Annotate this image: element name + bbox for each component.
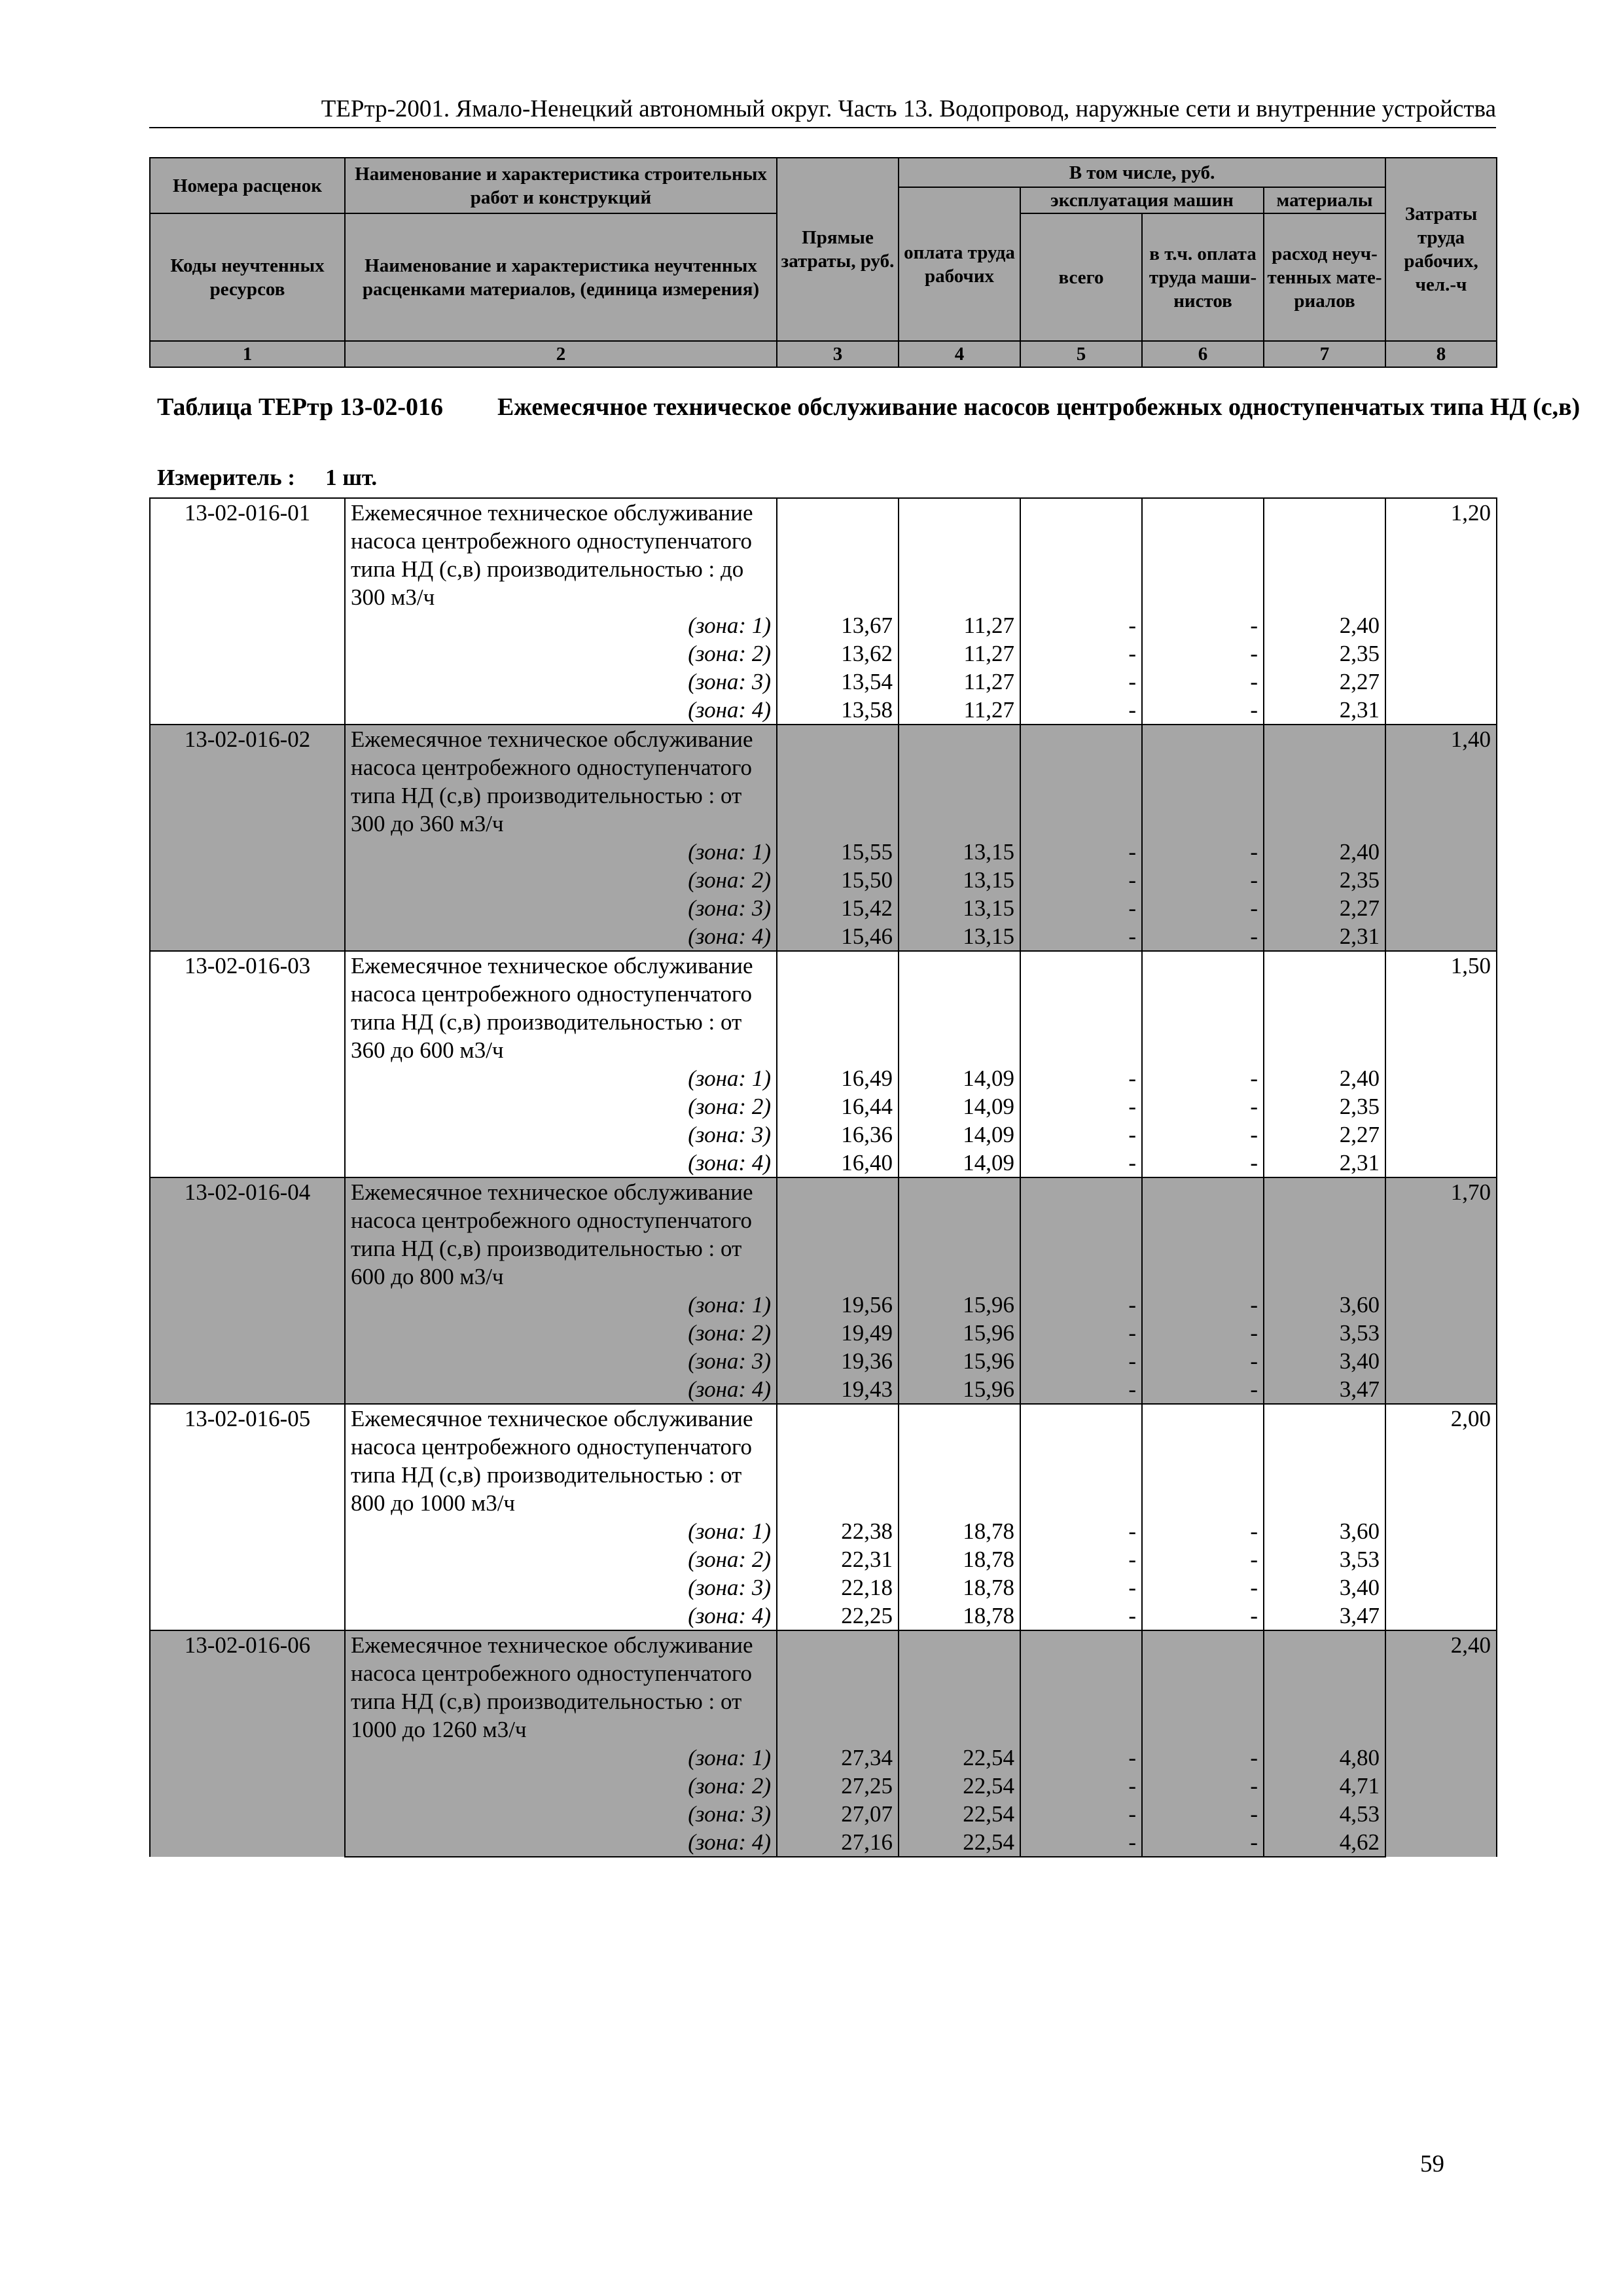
zone-label: (зона: 2) [345, 866, 777, 894]
zone-label: (зона: 2) [345, 1319, 777, 1347]
zone-row [150, 894, 1497, 922]
machines-total-value: - [1020, 1517, 1142, 1545]
direct-costs-value: 22,31 [777, 1545, 899, 1573]
labor-pay-value: 15,96 [899, 1347, 1020, 1375]
zone-row [150, 1602, 1497, 1630]
rate-group [150, 1177, 1497, 1404]
machinist-pay-value: - [1142, 696, 1264, 725]
zone-row [150, 1064, 1497, 1092]
materials-value: 3,47 [1264, 1375, 1385, 1404]
labor-pay-value: 18,78 [899, 1517, 1020, 1545]
empty-cell [1264, 951, 1385, 1064]
zone-row [150, 1772, 1497, 1800]
rate-code: 13-02-016-03 [150, 951, 345, 1177]
zone-row [150, 1573, 1497, 1602]
machinist-pay-value: - [1142, 1149, 1264, 1177]
machinist-pay-value: - [1142, 1744, 1264, 1772]
machinist-pay-value: - [1142, 1121, 1264, 1149]
machines-total-value: - [1020, 894, 1142, 922]
header-total: всего [1020, 213, 1142, 341]
direct-costs-value: 27,16 [777, 1828, 899, 1857]
measure-value: 1 шт. [325, 465, 378, 490]
table-label: Таблица ТЕРтр 13-02-016 [157, 393, 444, 421]
direct-costs-value: 27,07 [777, 1800, 899, 1828]
header-direct-costs: Прямые затраты, руб. [777, 158, 899, 341]
machinist-pay-value: - [1142, 639, 1264, 668]
machines-total-value: - [1020, 838, 1142, 866]
zone-label: (зона: 1) [345, 1517, 777, 1545]
materials-value: 2,27 [1264, 894, 1385, 922]
direct-costs-value: 19,49 [777, 1319, 899, 1347]
rate-description: Ежемесячное техническое обслуживание насоса центробежного одноступенчатого типа НД (с,в) производительностью : от 600 до 800 м3/ч [345, 1177, 777, 1291]
machines-total-value: - [1020, 866, 1142, 894]
zone-row [150, 1092, 1497, 1121]
direct-costs-value: 22,25 [777, 1602, 899, 1630]
labor-pay-value: 13,15 [899, 838, 1020, 866]
rate-group [150, 1404, 1497, 1630]
empty-cell [1142, 1630, 1264, 1744]
materials-value: 4,71 [1264, 1772, 1385, 1800]
machines-total-value: - [1020, 639, 1142, 668]
machinist-pay-value: - [1142, 611, 1264, 639]
direct-costs-value: 16,49 [777, 1064, 899, 1092]
empty-cell [1142, 498, 1264, 611]
empty-cell [777, 725, 899, 838]
machinist-pay-value: - [1142, 668, 1264, 696]
materials-value: 2,35 [1264, 639, 1385, 668]
empty-cell [899, 1177, 1020, 1291]
zone-row [150, 922, 1497, 951]
zone-label: (зона: 1) [345, 1291, 777, 1319]
materials-value: 2,40 [1264, 838, 1385, 866]
zone-row [150, 1319, 1497, 1347]
header-machinist-pay: в т.ч. оплата труда маши-нистов [1142, 213, 1264, 341]
materials-value: 2,35 [1264, 866, 1385, 894]
labor-pay-value: 18,78 [899, 1573, 1020, 1602]
column-number: 7 [1264, 341, 1385, 367]
empty-cell [1142, 1404, 1264, 1517]
zone-row [150, 1347, 1497, 1375]
empty-cell [1020, 1177, 1142, 1291]
empty-cell [1020, 951, 1142, 1064]
rate-code: 13-02-016-04 [150, 1177, 345, 1404]
labor-pay-value: 22,54 [899, 1772, 1020, 1800]
empty-cell [1020, 1630, 1142, 1744]
machines-total-value: - [1020, 611, 1142, 639]
empty-cell [1264, 725, 1385, 838]
zone-label: (зона: 2) [345, 1772, 777, 1800]
materials-value: 2,35 [1264, 1092, 1385, 1121]
materials-value: 2,31 [1264, 1149, 1385, 1177]
empty-cell [1020, 725, 1142, 838]
materials-value: 2,31 [1264, 696, 1385, 725]
zone-label: (зона: 4) [345, 1828, 777, 1857]
labor-pay-value: 22,54 [899, 1828, 1020, 1857]
zone-row [150, 611, 1497, 639]
machines-total-value: - [1020, 696, 1142, 725]
header-work-name: Наименование и характеристика строительных работ и конструкций [345, 158, 777, 213]
zone-label: (зона: 3) [345, 1800, 777, 1828]
machinist-pay-value: - [1142, 894, 1264, 922]
labor-cost: 1,20 [1385, 498, 1497, 725]
materials-value: 4,80 [1264, 1744, 1385, 1772]
rate-code: 13-02-016-01 [150, 498, 345, 725]
zone-label: (зона: 4) [345, 696, 777, 725]
zone-row [150, 1828, 1497, 1857]
labor-cost: 1,70 [1385, 1177, 1497, 1404]
zone-label: (зона: 3) [345, 1573, 777, 1602]
materials-value: 3,40 [1264, 1347, 1385, 1375]
zone-label: (зона: 3) [345, 1121, 777, 1149]
materials-value: 3,40 [1264, 1573, 1385, 1602]
machinist-pay-value: - [1142, 1602, 1264, 1630]
labor-cost: 2,00 [1385, 1404, 1497, 1630]
labor-pay-value: 14,09 [899, 1064, 1020, 1092]
direct-costs-value: 13,54 [777, 668, 899, 696]
header-resource-codes: Коды неучтенных ресурсов [150, 213, 345, 341]
zone-row [150, 1121, 1497, 1149]
header-labor-costs: Затраты труда рабочих, чел.-ч [1385, 158, 1497, 341]
empty-cell [899, 725, 1020, 838]
zone-row [150, 1517, 1497, 1545]
empty-cell [899, 1630, 1020, 1744]
column-number: 8 [1385, 341, 1497, 367]
materials-value: 2,27 [1264, 668, 1385, 696]
empty-cell [899, 1404, 1020, 1517]
labor-pay-value: 14,09 [899, 1121, 1020, 1149]
materials-value: 3,53 [1264, 1545, 1385, 1573]
direct-costs-value: 13,67 [777, 611, 899, 639]
machinist-pay-value: - [1142, 1828, 1264, 1857]
zone-label: (зона: 3) [345, 894, 777, 922]
measure-unit [157, 465, 377, 491]
machines-total-value: - [1020, 1291, 1142, 1319]
materials-value: 3,47 [1264, 1602, 1385, 1630]
machines-total-value: - [1020, 1744, 1142, 1772]
zone-label: (зона: 3) [345, 668, 777, 696]
zone-label: (зона: 1) [345, 1064, 777, 1092]
machines-total-value: - [1020, 1121, 1142, 1149]
labor-pay-value: 13,15 [899, 922, 1020, 951]
machines-total-value: - [1020, 1573, 1142, 1602]
column-number: 2 [345, 341, 777, 367]
machines-total-value: - [1020, 668, 1142, 696]
rate-code: 13-02-016-02 [150, 725, 345, 951]
labor-pay-value: 15,96 [899, 1291, 1020, 1319]
empty-cell [777, 1177, 899, 1291]
column-number: 1 [150, 341, 345, 367]
machines-total-value: - [1020, 1800, 1142, 1828]
rates-table [149, 497, 1497, 1857]
header-including: В том числе, руб. [899, 158, 1385, 187]
materials-value: 2,40 [1264, 1064, 1385, 1092]
direct-costs-value: 16,44 [777, 1092, 899, 1121]
machines-total-value: - [1020, 922, 1142, 951]
empty-cell [1264, 1177, 1385, 1291]
labor-pay-value: 22,54 [899, 1800, 1020, 1828]
zone-row [150, 1545, 1497, 1573]
header-materials: материалы [1264, 187, 1385, 213]
direct-costs-value: 13,62 [777, 639, 899, 668]
labor-pay-value: 18,78 [899, 1602, 1020, 1630]
labor-pay-value: 11,27 [899, 696, 1020, 725]
direct-costs-value: 19,36 [777, 1347, 899, 1375]
measure-label: Измеритель : [157, 465, 296, 490]
zone-row [150, 838, 1497, 866]
machinist-pay-value: - [1142, 1291, 1264, 1319]
header-rate-numbers: Номера расценок [150, 158, 345, 213]
empty-cell [1264, 498, 1385, 611]
machines-total-value: - [1020, 1092, 1142, 1121]
zone-label: (зона: 4) [345, 1149, 777, 1177]
empty-cell [777, 1630, 899, 1744]
labor-cost: 1,50 [1385, 951, 1497, 1177]
rate-code: 13-02-016-06 [150, 1630, 345, 1857]
empty-cell [777, 1404, 899, 1517]
materials-value: 3,60 [1264, 1517, 1385, 1545]
direct-costs-value: 15,46 [777, 922, 899, 951]
empty-cell [777, 951, 899, 1064]
rate-description: Ежемесячное техническое обслуживание насоса центробежного одноступенчатого типа НД (с,в) производительностью : от 800 до 1000 м3/ч [345, 1404, 777, 1517]
empty-cell [1142, 1177, 1264, 1291]
machinist-pay-value: - [1142, 1800, 1264, 1828]
rate-description: Ежемесячное техническое обслуживание насоса центробежного одноступенчатого типа НД (с,в) производительностью : от 1000 до 1260 м3/ч [345, 1630, 777, 1744]
materials-value: 2,31 [1264, 922, 1385, 951]
empty-cell [1020, 498, 1142, 611]
rate-code: 13-02-016-05 [150, 1404, 345, 1630]
zone-label: (зона: 2) [345, 1545, 777, 1573]
machinist-pay-value: - [1142, 866, 1264, 894]
machinist-pay-value: - [1142, 1772, 1264, 1800]
zone-label: (зона: 1) [345, 838, 777, 866]
materials-value: 4,62 [1264, 1828, 1385, 1857]
direct-costs-value: 16,40 [777, 1149, 899, 1177]
column-header-table [149, 157, 1497, 368]
labor-cost: 1,40 [1385, 725, 1497, 951]
materials-value: 2,40 [1264, 611, 1385, 639]
machinist-pay-value: - [1142, 1347, 1264, 1375]
zone-row [150, 1800, 1497, 1828]
labor-pay-value: 18,78 [899, 1545, 1020, 1573]
zone-row [150, 1744, 1497, 1772]
zone-row [150, 1291, 1497, 1319]
labor-pay-value: 11,27 [899, 611, 1020, 639]
machinist-pay-value: - [1142, 922, 1264, 951]
zone-label: (зона: 3) [345, 1347, 777, 1375]
zone-label: (зона: 1) [345, 611, 777, 639]
running-title: ТЕРтр-2001. Ямало-Ненецкий автономный округ. Часть 13. Водопровод, наружные сети и внутренние устройства [321, 96, 1496, 122]
machines-total-value: - [1020, 1828, 1142, 1857]
direct-costs-value: 22,18 [777, 1573, 899, 1602]
machines-total-value: - [1020, 1319, 1142, 1347]
empty-cell [1264, 1630, 1385, 1744]
zone-label: (зона: 2) [345, 639, 777, 668]
header-rule [149, 127, 1496, 128]
direct-costs-value: 19,56 [777, 1291, 899, 1319]
machinist-pay-value: - [1142, 838, 1264, 866]
machines-total-value: - [1020, 1064, 1142, 1092]
labor-pay-value: 15,96 [899, 1319, 1020, 1347]
labor-pay-value: 13,15 [899, 894, 1020, 922]
zone-label: (зона: 2) [345, 1092, 777, 1121]
machines-total-value: - [1020, 1347, 1142, 1375]
machines-total-value: - [1020, 1772, 1142, 1800]
zone-label: (зона: 4) [345, 1602, 777, 1630]
direct-costs-value: 22,38 [777, 1517, 899, 1545]
empty-cell [1020, 1404, 1142, 1517]
column-number: 3 [777, 341, 899, 367]
header-labor-pay: оплата труда рабочих [899, 187, 1020, 341]
materials-value: 3,60 [1264, 1291, 1385, 1319]
zone-label: (зона: 4) [345, 1375, 777, 1404]
rate-group [150, 498, 1497, 725]
labor-pay-value: 22,54 [899, 1744, 1020, 1772]
machinist-pay-value: - [1142, 1319, 1264, 1347]
zone-label: (зона: 4) [345, 922, 777, 951]
rate-description: Ежемесячное техническое обслуживание насоса центробежного одноступенчатого типа НД (с,в) производительностью : от 300 до 360 м3/ч [345, 725, 777, 838]
rate-group [150, 725, 1497, 951]
table-title-text: Ежемесячное техническое обслуживание насосов центробежных одноступенчатых типа НД (с,в) [497, 393, 1580, 421]
rate-group [150, 1630, 1497, 1857]
header-material-name: Наименование и характеристика неучтенных расценками материалов, (единица измерения) [345, 213, 777, 341]
materials-value: 2,27 [1264, 1121, 1385, 1149]
zone-row [150, 1149, 1497, 1177]
labor-pay-value: 15,96 [899, 1375, 1020, 1404]
empty-cell [1142, 725, 1264, 838]
direct-costs-value: 27,34 [777, 1744, 899, 1772]
labor-pay-value: 14,09 [899, 1149, 1020, 1177]
machines-total-value: - [1020, 1149, 1142, 1177]
zone-label: (зона: 1) [345, 1744, 777, 1772]
machinist-pay-value: - [1142, 1573, 1264, 1602]
zone-row [150, 696, 1497, 725]
direct-costs-value: 13,58 [777, 696, 899, 725]
column-number: 5 [1020, 341, 1142, 367]
page-number: 59 [1420, 2151, 1444, 2178]
zone-row [150, 639, 1497, 668]
direct-costs-value: 27,25 [777, 1772, 899, 1800]
empty-cell [777, 498, 899, 611]
machinist-pay-value: - [1142, 1375, 1264, 1404]
labor-pay-value: 11,27 [899, 639, 1020, 668]
machinist-pay-value: - [1142, 1064, 1264, 1092]
empty-cell [1264, 1404, 1385, 1517]
rate-group [150, 951, 1497, 1177]
direct-costs-value: 15,55 [777, 838, 899, 866]
labor-pay-value: 14,09 [899, 1092, 1020, 1121]
labor-cost: 2,40 [1385, 1630, 1497, 1857]
column-number: 4 [899, 341, 1020, 367]
zone-row [150, 668, 1497, 696]
machines-total-value: - [1020, 1602, 1142, 1630]
empty-cell [899, 951, 1020, 1064]
machines-total-value: - [1020, 1375, 1142, 1404]
machinist-pay-value: - [1142, 1517, 1264, 1545]
rate-description: Ежемесячное техническое обслуживание насоса центробежного одноступенчатого типа НД (с,в) производительностью : от 360 до 600 м3/ч [345, 951, 777, 1064]
materials-value: 3,53 [1264, 1319, 1385, 1347]
header-machine-operation: эксплуатация машин [1020, 187, 1264, 213]
zone-row [150, 866, 1497, 894]
labor-pay-value: 11,27 [899, 668, 1020, 696]
labor-pay-value: 13,15 [899, 866, 1020, 894]
empty-cell [1142, 951, 1264, 1064]
materials-value: 4,53 [1264, 1800, 1385, 1828]
empty-cell [899, 498, 1020, 611]
machines-total-value: - [1020, 1545, 1142, 1573]
machinist-pay-value: - [1142, 1545, 1264, 1573]
column-number: 6 [1142, 341, 1264, 367]
machinist-pay-value: - [1142, 1092, 1264, 1121]
direct-costs-value: 19,43 [777, 1375, 899, 1404]
direct-costs-value: 15,42 [777, 894, 899, 922]
zone-row [150, 1375, 1497, 1404]
direct-costs-value: 15,50 [777, 866, 899, 894]
rate-description: Ежемесячное техническое обслуживание насоса центробежного одноступенчатого типа НД (с,в) производительностью : до 300 м3/ч [345, 498, 777, 611]
direct-costs-value: 16,36 [777, 1121, 899, 1149]
header-unaccounted-materials: расход неуч-тенных мате-риалов [1264, 213, 1385, 341]
